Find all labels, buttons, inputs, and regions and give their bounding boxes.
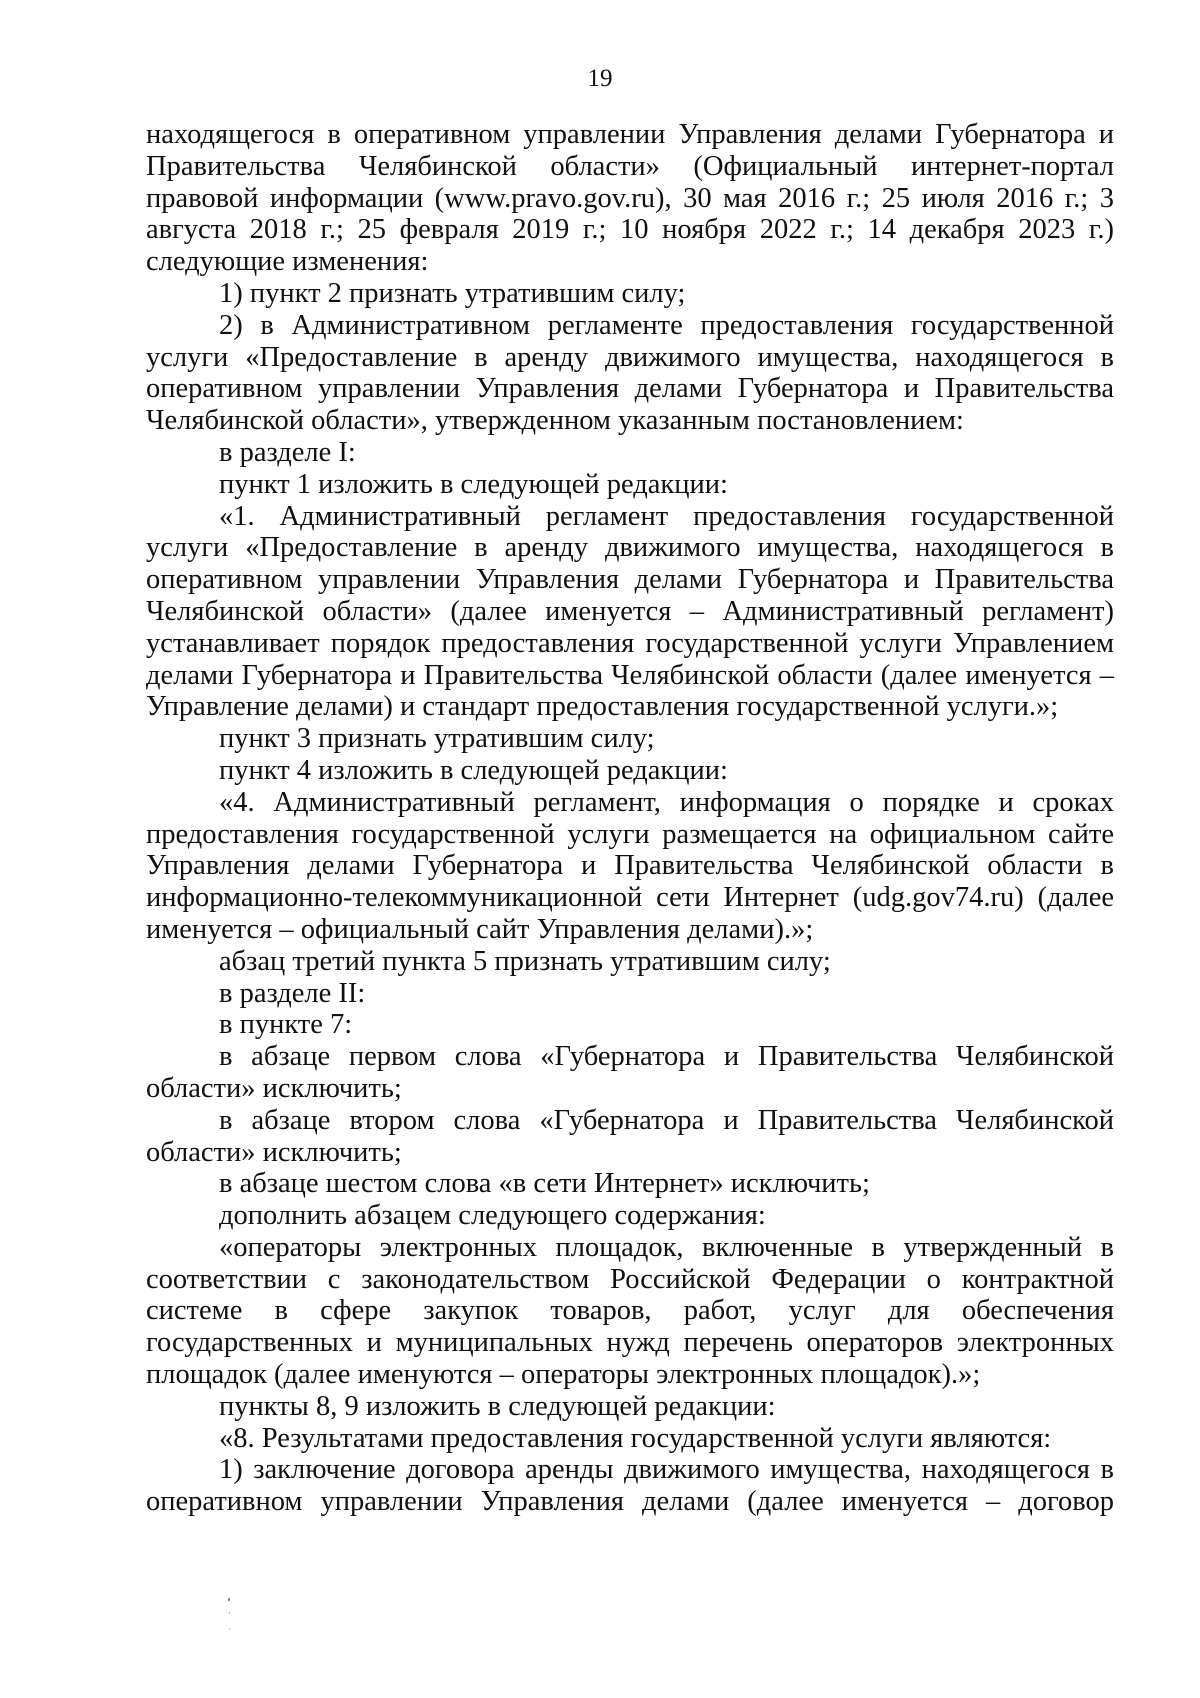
- paragraph: находящегося в оперативном управлении Управления делами Губернатора и Правительства Челябинской области» (Официальный интернет-портал правовой информации (www.pravo.gov.ru), 30 мая 2016 г.; 25 июля 2016 г.; 3 августа 2018 г.; 25 февраля 2019 г.; 10 ноября 2022 г.; 14 декабря 2023 г.) следующие изменения:: [146, 119, 1114, 278]
- paragraph: дополнить абзацем следующего содержания:: [219, 1200, 766, 1232]
- paragraph: в пункте 7:: [219, 1009, 353, 1041]
- paragraph: в абзаце шестом слова «в сети Интернет» исключить;: [219, 1168, 870, 1200]
- paragraph: в разделе I:: [219, 436, 356, 468]
- paragraph: «8. Результатами предоставления государственной услуги являются:: [219, 1422, 1052, 1454]
- paragraph: «1. Административный регламент предоставления государственной услуги «Предоставление в аренду движимого имущества, находящегося в оперативном управлении Управления делами Губернатора и Правительства Челябинской области» (далее именуется – Административный регламент) устанавливает порядок предоставления государственной услуги Управлением делами Губернатора и Правительства Челябинской области (далее именуется – Управление делами) и стандарт предоставления государственной услуги.»;: [146, 500, 1114, 723]
- paragraph: абзац третий пункта 5 признать утратившим силу;: [219, 945, 831, 977]
- paragraph: в разделе II:: [219, 977, 366, 1009]
- paragraph: пункт 3 признать утратившим силу;: [219, 723, 655, 755]
- paragraph: пункт 1 изложить в следующей редакции:: [219, 468, 728, 500]
- paragraph: «4. Административный регламент, информация о порядке и сроках предоставления государственной услуги размещается на официальном сайте Управления делами Губернатора и Правительства Челябинской области в информационно-телекоммуникационной сети Интернет (udg.gov74.ru) (далее именуется – официальный сайт Управления делами).»;: [146, 786, 1114, 945]
- paragraph: в абзаце первом слова «Губернатора и Правительства Челябинской области» исключить;: [146, 1041, 1114, 1104]
- paragraph: пункты 8, 9 изложить в следующей редакции:: [219, 1390, 776, 1422]
- paragraph: пункт 4 изложить в следующей редакции:: [219, 754, 728, 786]
- paragraph: 1) заключение договора аренды движимого имущества, находящегося в оперативном управлении Управления делами (далее именуется – договор: [146, 1454, 1114, 1518]
- paragraph: «операторы электронных площадок, включенные в утвержденный в соответствии с законодательством Российской Федерации о контрактной системе в сфере закупок товаров, работ, услуг для обеспечения государственных и муниципальных нужд перечень операторов электронных площадок (далее именуются – операторы электронных площадок).»;: [146, 1231, 1114, 1391]
- paragraph: 2) в Административном регламенте предоставления государственной услуги «Предоставление в аренду движимого имущества, находящегося в оперативном управлении Управления делами Губернатора и Правительства Челябинской области», утвержденном указанным постановлением:: [146, 309, 1114, 437]
- document-body: [146, 119, 1114, 1518]
- page-number: 19: [587, 65, 613, 92]
- scan-artifact: [228, 1598, 232, 1638]
- paragraph: в абзаце втором слова «Губернатора и Правительства Челябинской области» исключить;: [146, 1104, 1114, 1168]
- paragraph: 1) пункт 2 признать утратившим силу;: [219, 277, 686, 309]
